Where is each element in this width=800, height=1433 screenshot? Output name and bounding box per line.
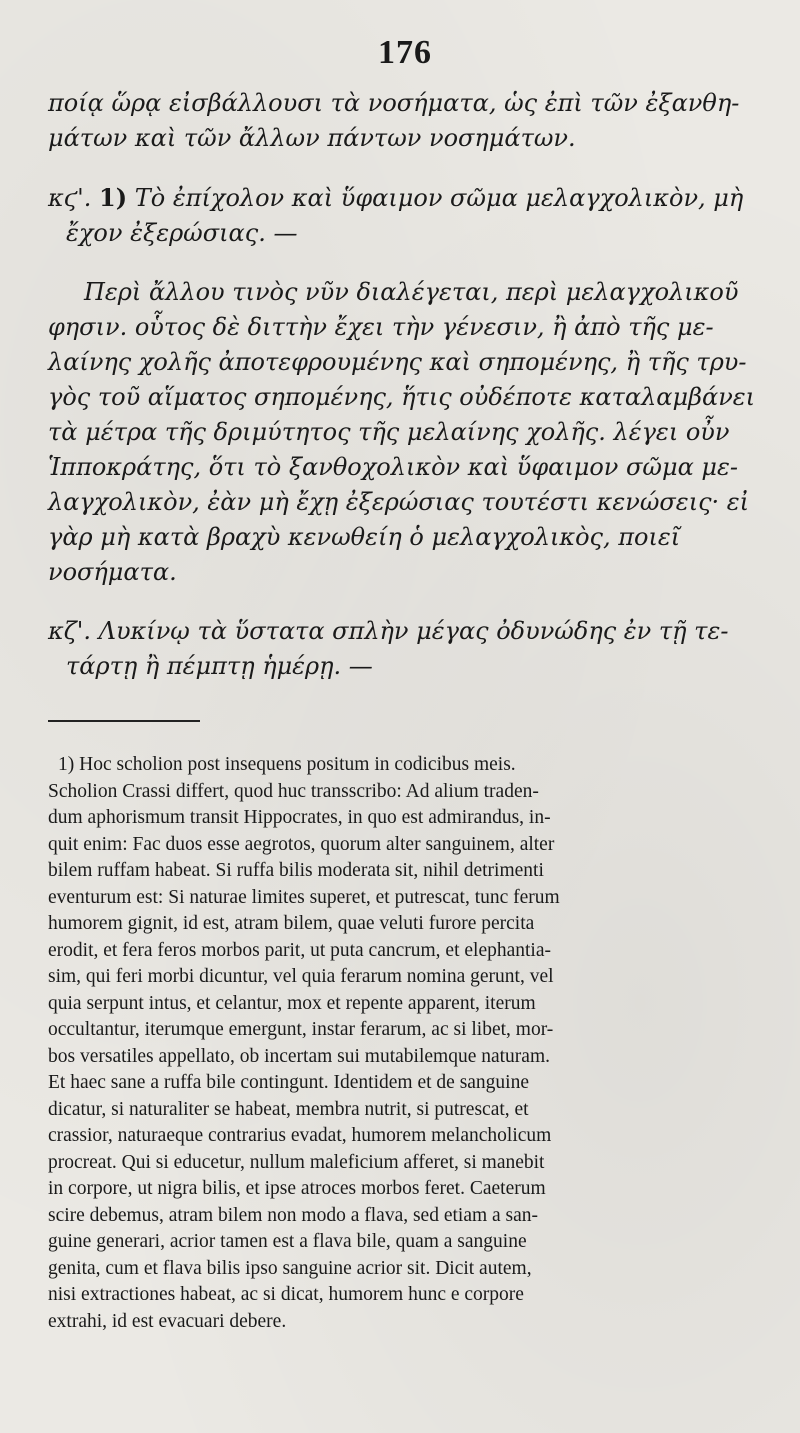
footnote-line: in corpore, ut nigra bilis, et ipse atroces morbos feret. Caeterum bbox=[48, 1178, 546, 1199]
aphorism-text: Λυκίνῳ τὰ ὕστατα σπλὴν μέγας ὀδυνώδης ἐν τῇ τε- bbox=[98, 617, 729, 645]
commentary bbox=[48, 275, 762, 590]
footnote-line: procreat. Qui si educetur, nullum maleficium afferet, si manebit bbox=[48, 1151, 545, 1173]
text-line: μάτων καὶ τῶν ἄλλων πάντων νοσημάτων. bbox=[48, 124, 576, 152]
text-line: γὸς τοῦ αἵματος σηπομένης, ἥτις οὐδέποτε καταλαμβάνει bbox=[48, 383, 756, 411]
footnote-line: dicatur, si naturaliter se habeat, membra nutrit, si putrescat, et bbox=[48, 1098, 529, 1120]
text-line: λαγχολικὸν, ἐὰν μὴ ἔχῃ ἐξερώσιας τουτέστι κενώσεις· εἰ bbox=[48, 488, 750, 516]
text-line: Περὶ ἄλλου τινὸς νῦν διαλέγεται, περὶ μελαγχολικοῦ bbox=[84, 278, 739, 306]
footnote-line: guine generari, acrior tamen est a flava bile, quam a sanguine bbox=[48, 1231, 527, 1252]
footnote-reference: 1) bbox=[99, 183, 128, 212]
footnote-marker: 1) bbox=[58, 754, 75, 775]
footnote-line: extrahi, id est evacuari debere. bbox=[48, 1310, 287, 1332]
footnote-line: bilem ruffam habeat. Si ruffa bilis moderata sit, nihil detrimenti bbox=[48, 860, 544, 881]
footnote-line: eventurum est: Si naturae limites superet, et putrescat, tunc ferum bbox=[48, 886, 560, 908]
aphorism-text: Τὸ ἐπίχολον καὶ ὕφαιμον σῶμα μελαγχολικὸν, μὴ bbox=[134, 184, 744, 212]
text-line: τὰ μέτρα τῆς δριμύτητος τῆς μελαίνης χολῆς. λέγει οὖν bbox=[48, 418, 730, 446]
text-line: τάρτῃ ἢ πέμπτῃ ἡμέρῃ. — bbox=[66, 652, 373, 680]
footnote-line: scire debemus, atram bilem non modo a flava, sed etiam a san- bbox=[48, 1204, 539, 1226]
aphorism-26 bbox=[48, 180, 762, 251]
text-line: γὰρ μὴ κατὰ βραχὺ κενωθείη ὁ μελαγχολικὸς, ποιεῖ bbox=[48, 523, 681, 551]
intro-passage bbox=[48, 86, 762, 156]
aphorism-label: κζ'. bbox=[48, 617, 91, 645]
footnote-separator bbox=[48, 720, 200, 722]
footnote-line: erodit, et fera feros morbos parit, ut puta cancrum, et elephantia- bbox=[48, 939, 552, 961]
footnote-line: dum aphorismum transit Hippocrates, in quo est admirandus, in- bbox=[48, 807, 551, 828]
text-line: φησιν. οὗτος δὲ διττὴν ἔχει τὴν γένεσιν, ἢ ἀπὸ τῆς με- bbox=[48, 313, 714, 341]
footnote-line: occultantur, iterumque emergunt, instar ferarum, ac si libet, mor- bbox=[48, 1019, 554, 1040]
footnote-line: nisi extractiones habeat, ac si dicat, humorem hunc e corpore bbox=[48, 1284, 524, 1305]
footnote-line: sim, qui feri morbi dicuntur, vel quia ferarum nomina gerunt, vel bbox=[48, 966, 554, 987]
footnote-line: bos versatiles appellato, ob incertam sui mutabilemque naturam. bbox=[48, 1045, 550, 1067]
footnote-line: quia serpunt intus, et celantur, mox et repente apparent, iterum bbox=[48, 992, 536, 1014]
text-line: νοσήματα. bbox=[48, 558, 177, 586]
footnote-line: 1) Hoc scholion post insequens positum in codicibus meis. bbox=[58, 754, 516, 775]
text-line: Ἱπποκράτης, ὅτι τὸ ξανθοχολικὸν καὶ ὕφαιμον σῶμα με- bbox=[48, 453, 738, 481]
footnote-line: humorem gignit, id est, atram bilem, quae veluti furore percita bbox=[48, 913, 535, 934]
footnote-line: Et haec sane a ruffa bile contingunt. Identidem et de sanguine bbox=[48, 1072, 530, 1093]
greek-text bbox=[48, 86, 762, 684]
text-line: ποίᾳ ὥρᾳ εἰσβάλλουσι τὰ νοσήματα, ὡς ἐπὶ τῶν ἐξανθη- bbox=[48, 89, 740, 117]
footnote-line: genita, cum et flava bilis ipso sanguine acrior sit. Dicit autem, bbox=[48, 1257, 532, 1279]
footnote-line: Scholion Crassi differt, quod huc transscribo: Ad alium traden- bbox=[48, 780, 539, 802]
text-line bbox=[48, 614, 762, 649]
aphorism-label: κϛ'. bbox=[48, 184, 92, 212]
text-line bbox=[48, 180, 762, 216]
footnote-line: crassior, naturaeque contrarius evadat, humorem melancholicum bbox=[48, 1125, 552, 1146]
text-line: λαίνης χολῆς ἀποτεφρουμένης καὶ σηπομένης, ἢ τῆς τρυ- bbox=[48, 348, 747, 376]
aphorism-27 bbox=[48, 614, 762, 684]
footnote-line: quit enim: Fac duos esse aegrotos, quorum alter sanguinem, alter bbox=[48, 833, 555, 855]
page-number: 176 bbox=[378, 34, 432, 71]
text-line: ἔχον ἐξερώσιας. — bbox=[66, 219, 298, 247]
footnote bbox=[48, 752, 762, 1335]
